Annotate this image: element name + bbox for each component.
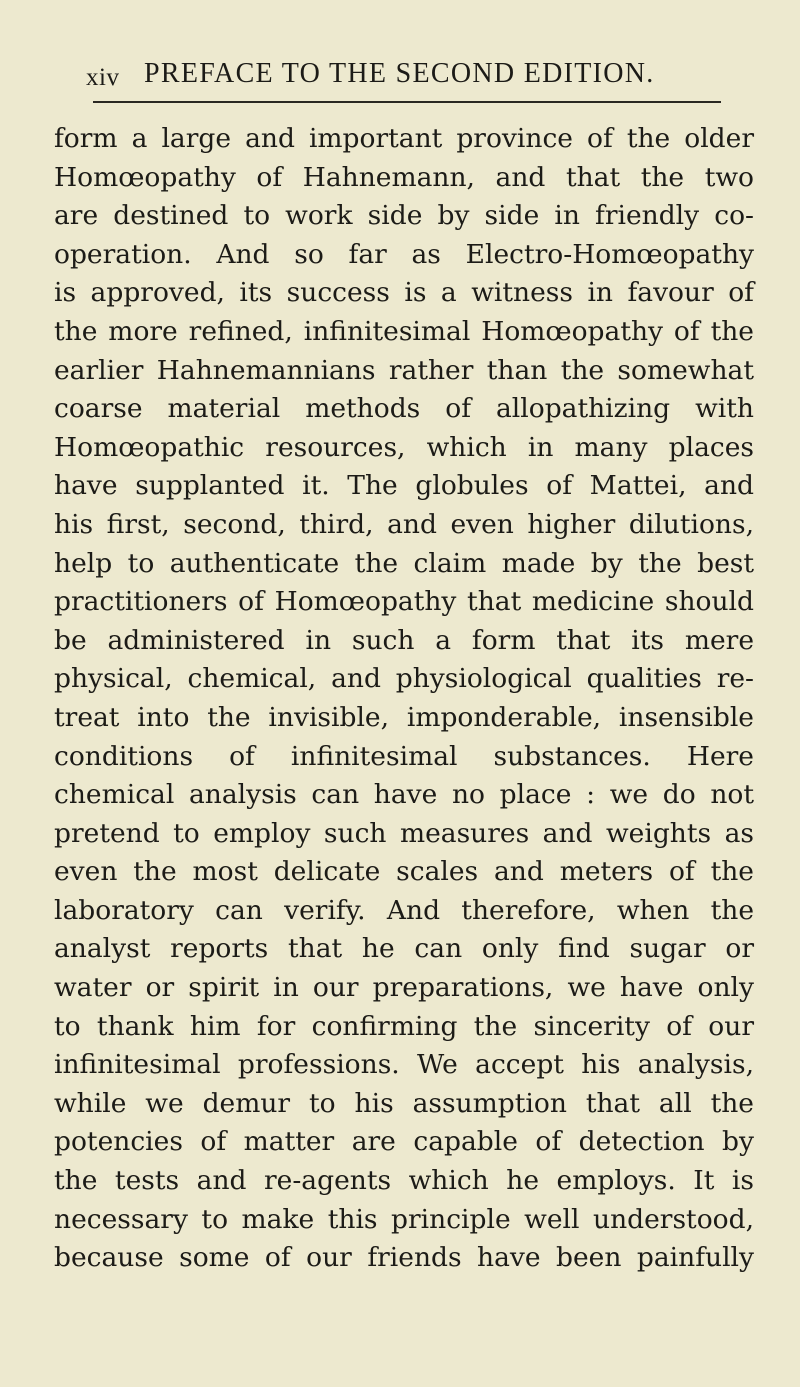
text-line: his first, second, third, and even higher dilutions,: [54, 508, 754, 540]
text-line: are destined to work side by side in friendly co-: [54, 200, 754, 232]
text-line: operation. And so far as Electro-Homœopathy: [54, 238, 754, 270]
text-line: water or spirit in our preparations, we have only: [54, 972, 754, 1004]
text-line: to thank him for confirming the sincerity of our: [54, 1010, 754, 1042]
running-title: PREFACE TO THE SECOND EDITION.: [144, 58, 655, 89]
text-line: potencies of matter are capable of detection by: [54, 1126, 754, 1158]
text-line: coarse material methods of allopathizing with: [54, 393, 754, 425]
header-rule: [93, 101, 721, 103]
text-line: even the most delicate scales and meters of the: [54, 856, 754, 888]
text-line: laboratory can verify. And therefore, when the: [54, 894, 754, 926]
text-line: practitioners of Homœopathy that medicine should: [54, 586, 754, 618]
body-text: [54, 120, 754, 1278]
text-line: be administered in such a form that its mere: [54, 624, 754, 656]
text-line: necessary to make this principle well understood,: [54, 1203, 754, 1235]
running-head: [86, 58, 722, 91]
text-line: physical, chemical, and physiological qualities re-: [54, 663, 754, 695]
text-line: chemical analysis can have no place : we do not: [54, 779, 754, 811]
text-line: pretend to employ such measures and weights as: [54, 817, 754, 849]
text-line: the tests and re-agents which he employs. It is: [54, 1165, 754, 1197]
text-line: have supplanted it. The globules of Mattei, and: [54, 470, 754, 502]
text-line: infinitesimal professions. We accept his analysis,: [54, 1049, 754, 1081]
text-line: Homœopathic resources, which in many places: [54, 431, 754, 463]
text-line: Homœopathy of Hahnemann, and that the two: [54, 161, 754, 193]
page-number: xiv: [86, 64, 120, 91]
text-line: analyst reports that he can only find sugar or: [54, 933, 754, 965]
text-line: while we demur to his assumption that all the: [54, 1087, 754, 1119]
text-line: earlier Hahnemannians rather than the somewhat: [54, 354, 754, 386]
text-line: form a large and important province of the older: [54, 123, 754, 154]
text-line: is approved, its success is a witness in favour of: [54, 277, 754, 309]
text-line: treat into the invisible, imponderable, insensible: [54, 701, 754, 733]
text-line: help to authenticate the claim made by the best: [54, 547, 754, 579]
text-line: conditions of infinitesimal substances. Here: [54, 740, 754, 772]
text-line: because some of our friends have been painfully: [54, 1242, 754, 1274]
text-line: the more refined, infinitesimal Homœopathy of the: [54, 315, 754, 347]
